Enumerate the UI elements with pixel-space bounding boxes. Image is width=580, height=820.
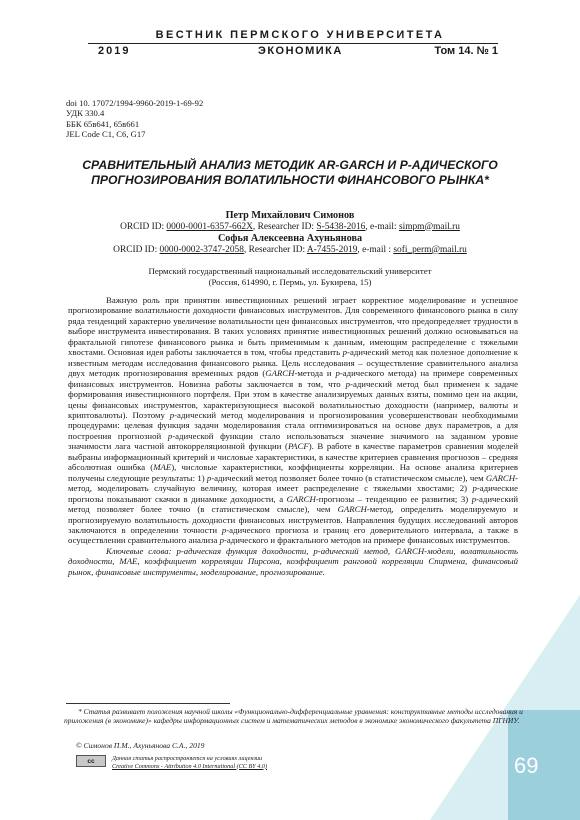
journal-name: ВЕСТНИК ПЕРМСКОГО УНИВЕРСИТЕТА bbox=[155, 29, 445, 41]
cc-license-icon[interactable]: cc bbox=[76, 755, 106, 767]
bbk: ББК 65в641, 65в661 bbox=[66, 118, 140, 129]
page-number: 69 bbox=[514, 753, 539, 778]
researcher-id-link[interactable]: A-7455-2019 bbox=[306, 244, 358, 255]
affiliation bbox=[58, 266, 522, 287]
keywords: Ключевые слова: p-адическая функция доходности, p-адический метод, GARCH-модели, волатильность доходности, MAE, коэффициент корреляции Пирсона, коэффициент ранговой корреляции Спирмена, финансовый рынок, финансовые инструменты, моделирование, прогнозирование. bbox=[68, 545, 518, 577]
journal-header bbox=[88, 29, 498, 59]
footnote: * Статья развивает положения научной школы «Функционально-дифференциальные уравнения: конструктивные методы исследования и приложения (в экономике)» кафедры информационных систем и математических методов в экономике экономического факультета ПГНИУ. bbox=[64, 707, 523, 726]
udc: УДК 330.4 bbox=[66, 108, 105, 119]
abstract bbox=[68, 295, 518, 577]
email-link[interactable]: sofi_perm@mail.ru bbox=[393, 244, 467, 255]
researcher-id-link[interactable]: S-5438-2016 bbox=[316, 221, 366, 232]
article-title: СРАВНИТЕЛЬНЫЙ АНАЛИЗ МЕТОДИК AR-GARCH И P-АДИЧЕСКОГО ПРОГНОЗИРОВАНИЯ ВОЛАТИЛЬНОСТИ ФИНАНСОВОГО РЫНКА* bbox=[82, 158, 498, 187]
journal-section: ЭКОНОМИКА bbox=[258, 45, 343, 57]
issue-volume: Том 14. № 1 bbox=[434, 45, 498, 57]
header-rule bbox=[88, 43, 498, 44]
orcid-link[interactable]: 0000-0001-6357-662X bbox=[166, 221, 253, 232]
author-name: Петр Михайлович Симонов bbox=[225, 210, 355, 221]
issue-year: 2019 bbox=[98, 45, 131, 57]
doi[interactable]: doi 10. 17072/1994-9960-2019-1-69-92 bbox=[66, 98, 204, 108]
author-name: Софья Алексеевна Ахуньянова bbox=[217, 233, 363, 245]
copyright: © Симонов П.М., Ахуньянова С.А., 2019 bbox=[76, 741, 205, 750]
license-text: Данная статья распространяется на условиях лицензии Creative Commons - Attribution 4.0 International (CC BY 4.0) bbox=[112, 755, 268, 770]
footnote-rule bbox=[66, 703, 230, 704]
author-ids: ORCID ID: 0000-0002-3747-2058, Researcher ID: A-7455-2019, e-mail : sofi_perm@mail.ru bbox=[113, 244, 467, 255]
license bbox=[76, 755, 267, 770]
issue-row bbox=[88, 45, 498, 59]
license-link[interactable]: Creative Commons - Attribution 4.0 International (CC BY 4.0) bbox=[112, 762, 268, 770]
abstract-text: Важную роль при принятии инвестиционных решений играет корректное моделирование и успешное прогнозирование волатильности доходности финансовых инструментов. Для современного финансового рынка в силу ряда тенденций характерно увеличение волатильности цен финансовых инструментов, что предопределяет трудности в выборе инструмента инвестирования. В таких условиях принятие инвестиционных решений должно основываться на фрактальной гипотезе финансового рынка и быть применимым к данным, имеющим распределение с тяжелыми хвостами. Основная идея работы заключается в том, чтобы представить p-адический метод как полезное дополнение к известным методам исследования финансового рынка. Цель исследования – осуществление сравнительного анализа двух методик прогнозирования временных рядов (GARCH-метода и p-адического метода) на примере современных финансовых инструментов. Новизна работы заключается в том, что p-адический метод был применен к задаче формирования инвестиционного портфеля. При этом в качестве анализируемых данных взяты, помимо цен на акции, цены финансовых инструментов, характеризующиеся высокой волатильностью доходности (например, валюты и криптовалюты). Поэтому p-адический метод моделирования и прогнозирования усовершенствован необходимыми процедурами: целевая функция задачи моделирования стала оптимизироваться на основе двух параметров, а для построения прогнозной p-адической функции стало использоваться значение значимого на заданном уровне значимости лага частной автокорреляционной функции (PACF). В работе в качестве параметров сравнения моделей выбраны информационный критерий и числовые характеристики, в качестве критериев сравнения прогнозов – средняя абсолютная ошибка (MAE), числовые характеристики, коэффициенты корреляции. На основе анализа критериев получены следующие результаты: 1) p-адический метод позволяет более точно (в статистическом смысле), чем GARCH-метод, моделировать случайную величину, которая имеет распределение с тяжелыми хвостами; 2) p-адические прогнозы показывают скачки в динамике доходности, а GARCH-прогнозы – тенденцию ее развития; 3) p-адический метод позволяет более точно (в статистическом смысле), чем GARCH-метод, определить моделируемую и прогнозируемую волатильность доходности финансовых инструментов. Направления будущих исследований авторов заключаются в определении точности p-адического прогноза и границ его доверительного интервала, а также в осуществлении сравнительного анализа p-адического и фрактального методов на примере финансовых инструментов. bbox=[68, 295, 519, 546]
email-link[interactable]: simpm@mail.ru bbox=[398, 221, 460, 232]
authors-block bbox=[58, 210, 522, 256]
orcid-link[interactable]: 0000-0002-3747-2058 bbox=[159, 244, 244, 255]
author-ids: ORCID ID: 0000-0001-6357-662X, Researcher ID: S-5438-2016, e-mail: simpm@mail.ru bbox=[120, 221, 460, 232]
address: (Россия, 614990, г. Пермь, ул. Букирева, 15) bbox=[208, 276, 372, 287]
article-metadata bbox=[66, 98, 203, 140]
jel-code: JEL Code C1, C6, G17 bbox=[66, 129, 146, 140]
university: Пермский государственный национальный исследовательский университет bbox=[148, 266, 432, 276]
